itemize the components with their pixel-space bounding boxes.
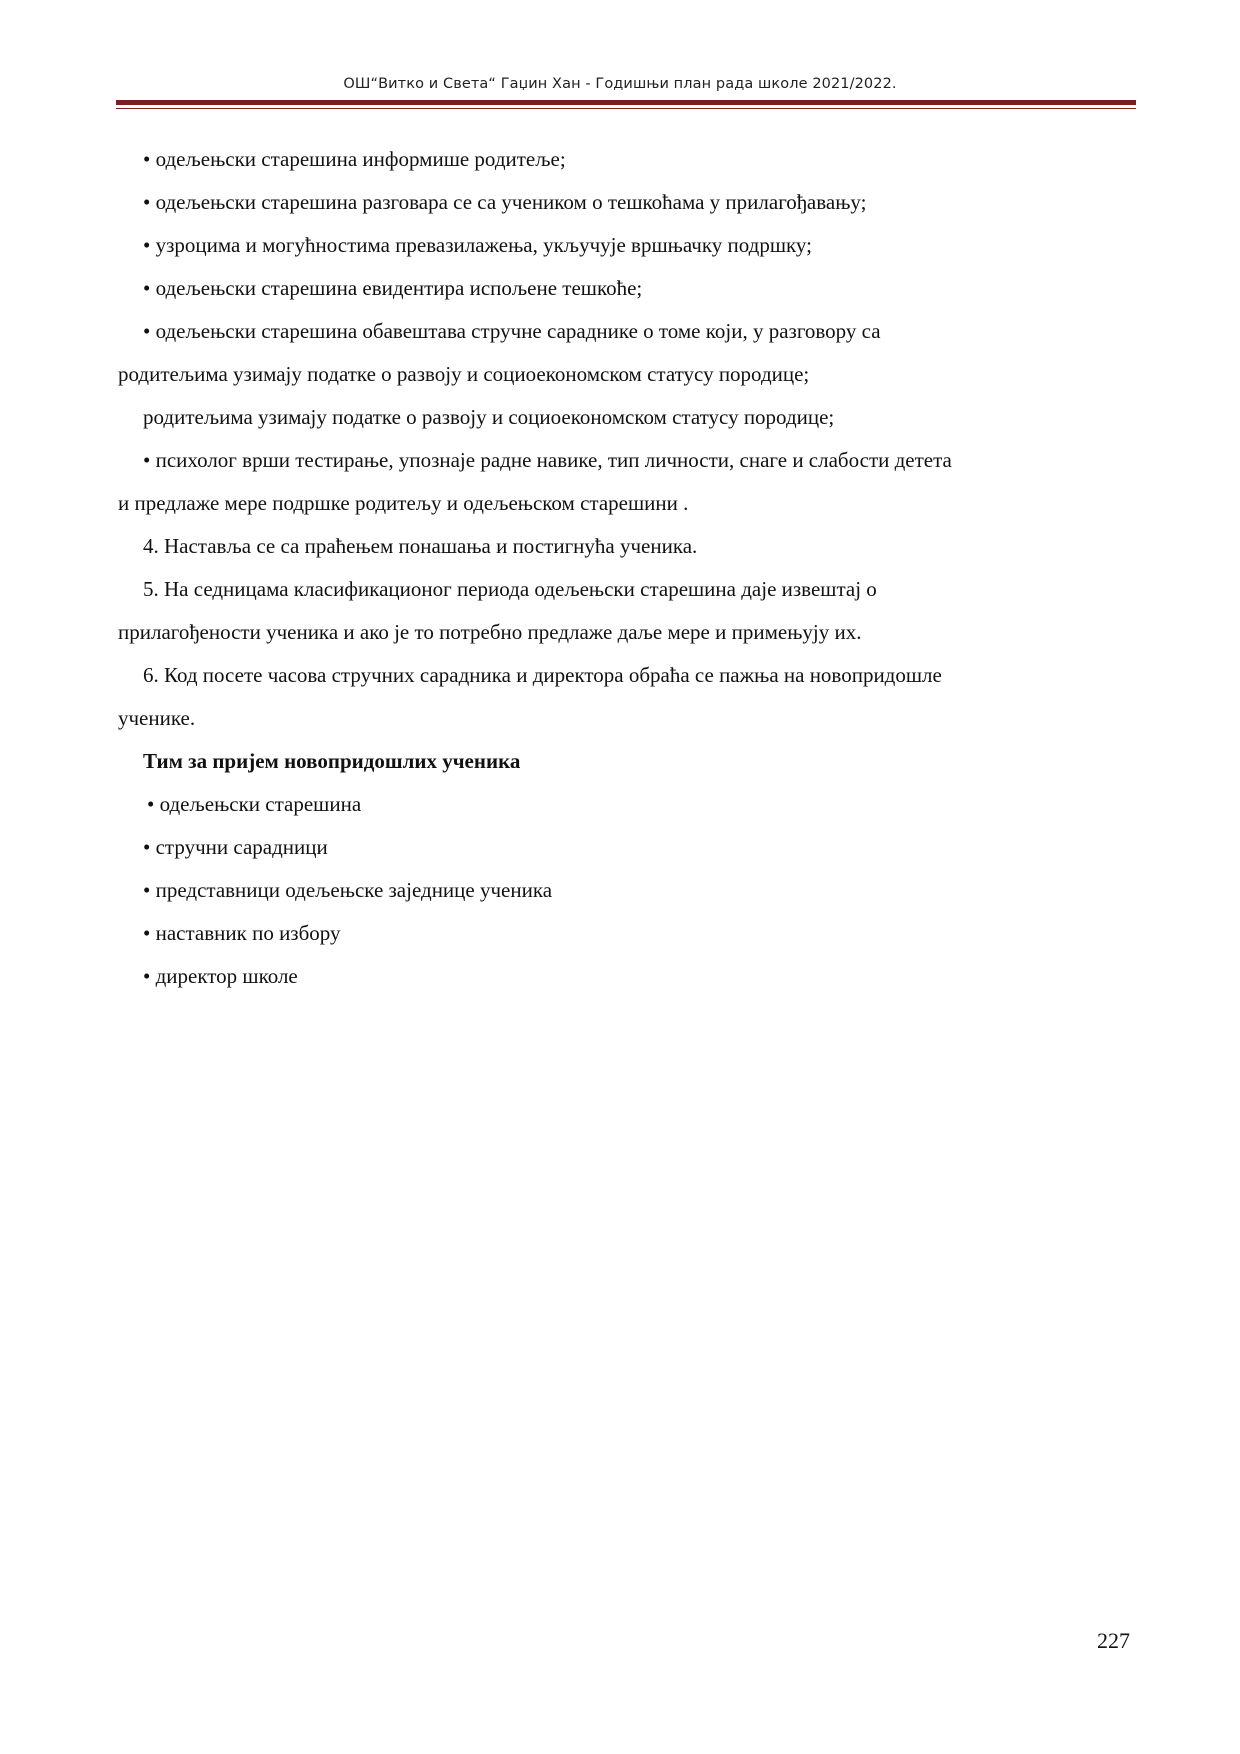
paragraph-line: • одељењски старешина обавештава стручне сараднике о томе који, у разговору са bbox=[143, 319, 881, 343]
paragraph-line: • одељењски старешина информише родитеље; bbox=[143, 147, 566, 171]
paragraph-line: • одељењски старешина евидентира испољене тешкоће; bbox=[143, 276, 643, 300]
page-number: 227 bbox=[1097, 1628, 1130, 1653]
paragraph-line: • узроцима и могућностима превазилажења, укључује вршњачку подршку; bbox=[143, 233, 812, 257]
team-member-item: • наставник по избору bbox=[143, 921, 341, 945]
paragraph-line: 5. На седницама класификационог периода одељењски старешина даје извештај о bbox=[143, 577, 877, 601]
paragraph-line: родитељима узимају податке о развоју и социоекономском статусу породице; bbox=[143, 405, 835, 429]
team-member-item: • директор школе bbox=[143, 964, 298, 988]
header-rule bbox=[116, 100, 1136, 105]
paragraph-line: 6. Код посете часова стручних сарадника и директора обраћа се пажња на новопридошле bbox=[143, 663, 942, 687]
team-member-item: • стручни сарадници bbox=[143, 835, 328, 859]
paragraph-line: • одељењски старешина разговара се са учеником о тешкоћама у прилагођавању; bbox=[143, 190, 867, 214]
paragraph-line: и предлаже мере подршке родитељу и одељењском старешини . bbox=[118, 491, 689, 515]
body-text bbox=[118, 138, 1128, 998]
paragraph-line: родитељима узимају податке о развоју и социоекономском статусу породице; bbox=[118, 362, 810, 386]
paragraph-line: • психолог врши тестирање, упознаје радне навике, тип личности, снаге и слабости детета bbox=[143, 448, 952, 472]
paragraph-line: прилагођености ученика и ако је то потребно предлаже даље мере и примењују их. bbox=[118, 620, 862, 644]
team-heading: Тим за пријем новопридошлих ученика bbox=[143, 749, 521, 773]
header-rule-thin bbox=[116, 108, 1136, 109]
paragraph-line: ученике. bbox=[118, 706, 196, 730]
team-member-item: • представници одељењске заједнице ученика bbox=[143, 878, 553, 902]
running-header: ОШ“Витко и Света“ Гаџин Хан - Годишњи план рада школе 2021/2022. bbox=[343, 76, 897, 92]
team-member-item: • одељењски старешина bbox=[147, 792, 362, 816]
paragraph-line: 4. Наставља се са праћењем понашања и постигнућа ученика. bbox=[143, 534, 698, 558]
